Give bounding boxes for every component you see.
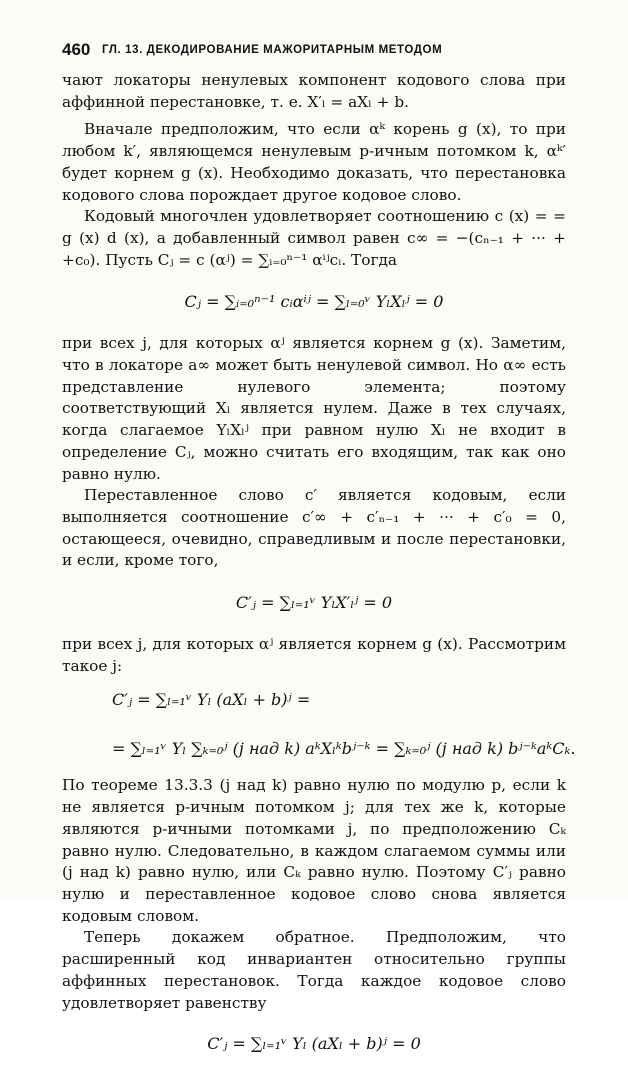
paragraph-1: чают локаторы ненулевых компонент кодового слова при аффинной перестановке, т. е. X′ₗ = aXₗ + b. (62, 71, 566, 111)
paragraph-8: Теперь докажем обратное. Предположим, что расширенный код инвариантен относительно группы аффинных перестановок. Тогда каждое кодовое слово удовлетворяет равенству (62, 928, 566, 1012)
paragraph-7: По теореме 13.3.3 (j над k) равно нулю по модулю p, если k не является p-ичным потомком j; для тех же k, которые являются p-ичными потомками j, по предположению Cₖ равно нулю. Следовательно, в каждом слагаемом суммы или (j над k) равно нулю, или Cₖ равно нулю. Поэтому C′ⱼ равно нулю и переставленное кодовое слово снова является кодовым словом. (62, 776, 566, 925)
equation-1: Cⱼ = ∑ᵢ₌₀ⁿ⁻¹ cᵢαⁱʲ = ∑ₗ₌₀ᵛ YₗXₗʲ = 0 (184, 292, 444, 312)
paragraph-5: Переставленное слово c′ является кодовым, если выполняется соотношение c′∞ + c′ₙ₋₁ + ··· + c′₀ = 0, остающееся, очевидно, справедливым и после перестановки, и если, кроме того, (62, 486, 566, 570)
paragraph-4: при всех j, для которых αʲ является корнем g (x). Заметим, что в локаторе a∞ может быть ненулевой символ. Но α∞ есть представление нулевого элемента; поэтому соответствующий Xₗ является нулем. Даже в тех случаях, когда слагаемое YₗXₗʲ при равном нулю Xₗ не входит в определение Cⱼ, можно считать его входящим, так как оно равно нулю. (62, 334, 566, 483)
equation-5: C′ⱼ = ∑ₗ₌₁ᵛ Yₗ (aXₗ + b)ʲ = 0 (207, 1034, 421, 1054)
page-number: 460 (62, 40, 91, 59)
equation-2: C′ⱼ = ∑ₗ₌₁ᵛ YₗX′ₗʲ = 0 (235, 593, 393, 613)
page-header (62, 40, 582, 62)
page-body (62, 70, 576, 1074)
equation-3: C′ⱼ = ∑ₗ₌₁ᵛ Yₗ (aXₗ + b)ʲ = (112, 690, 311, 710)
paragraph-2: Вначале предположим, что если αᵏ корень g (x), то при любом k′, являющемся ненулевым p-ичным потомком k, αᵏ′ будет корнем g (x). Необходимо доказать, что перестановка кодового слова порождает другое кодовое слово. (62, 120, 566, 204)
running-title: ГЛ. 13. ДЕКОДИРОВАНИЕ МАЖОРИТАРНЫМ МЕТОДОМ (102, 44, 443, 56)
paragraph-3: Кодовый многочлен удовлетворяет соотношению c (x) = = g (x) d (x), а добавленный символ равен c∞ = −(cₙ₋₁ + ··· + +c₀). Пусть Cⱼ = c (αʲ) = ∑ᵢ₌₀ⁿ⁻¹ αⁱʲcᵢ. Тогда (62, 207, 566, 269)
paragraph-6: при всех j, для которых αʲ является корнем g (x). Рассмотрим такое j: (62, 635, 566, 675)
equation-4: = ∑ₗ₌₁ᵛ Yₗ ∑ₖ₌₀ʲ (j над k) aᵏXₗᵏbʲ⁻ᵏ = ∑ₖ₌₀ʲ (j над k) bʲ⁻ᵏaᵏCₖ. (112, 739, 576, 759)
